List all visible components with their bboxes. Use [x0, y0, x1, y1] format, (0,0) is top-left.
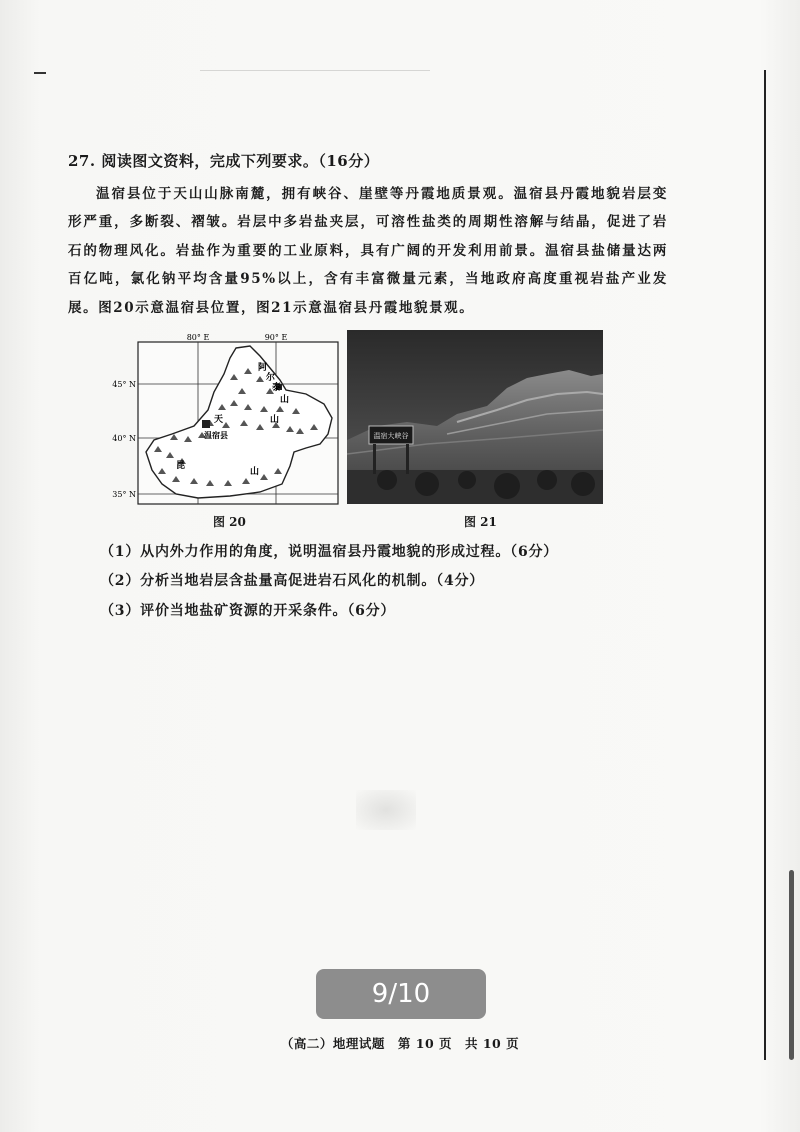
scrollbar-thumb[interactable]: [789, 870, 794, 1060]
page-indicator: 9/10: [316, 969, 486, 1019]
label-tian-shan: 山: [270, 415, 280, 425]
label-kun: 昆: [176, 461, 186, 471]
scan-line: [200, 70, 430, 71]
figure-21-caption: 图 21: [464, 515, 497, 529]
label-kun-shan: 山: [250, 467, 260, 477]
sub-question-3: （3）评价当地盐矿资源的开采条件。（6分）: [100, 603, 396, 619]
question-title: 27. 阅读图文资料，完成下列要求。（16分）: [68, 152, 380, 170]
label-altai-shan: 山: [280, 395, 290, 405]
lat-label-40: 40° N: [112, 434, 136, 443]
page-footer: （高二）地理试题 第 10 页 共 10 页: [280, 1036, 520, 1051]
lat-label-35: 35° N: [112, 490, 136, 499]
sub-question-2: （2）分析当地岩层含盐量高促进岩石风化的机制。（4分）: [100, 573, 485, 589]
label-wensu-county: 温宿县: [204, 430, 228, 440]
label-altai-er: 尔: [266, 373, 276, 383]
label-tian: 天: [214, 415, 224, 425]
figure-20-map: [110, 334, 340, 530]
figure-20-caption: 图 20: [213, 515, 246, 529]
lon-label-90: 90° E: [264, 334, 288, 342]
label-altai-tai: 泰: [272, 383, 282, 393]
scenic-sign-text: 温宿大峡谷: [373, 432, 409, 440]
question-passage: 温宿县位于天山山脉南麓，拥有峡谷、崖壁等丹霞地质景观。温宿县丹霞地貌岩层变形严重，多断裂、褶皱。岩层中多岩盐夹层，可溶性盐类的周期性溶解与结晶，促进了岩石的物理风化。岩盐作为重要的工业原料，具有广阔的开发利用前景。温宿县盐储量达两百亿吨，氯化钠平均含量95%以上，含有丰富微量元素，当地政府高度重视岩盐产业发展。图20示意温宿县位置，图21示意温宿县丹霞地貌景观。: [68, 186, 668, 316]
page-border-right: [764, 70, 766, 1060]
lat-label-45: 45° N: [112, 380, 136, 389]
wensu-county-marker: [202, 420, 210, 428]
figure-21-photo: [347, 330, 603, 504]
scan-smudge: [356, 790, 416, 830]
scan-mark: [34, 72, 46, 74]
lon-label-80: 80° E: [186, 334, 210, 342]
label-altai-a: 阿: [258, 363, 268, 373]
sub-question-1: （1）从内外力作用的角度，说明温宿县丹霞地貌的形成过程。（6分）: [100, 544, 559, 560]
